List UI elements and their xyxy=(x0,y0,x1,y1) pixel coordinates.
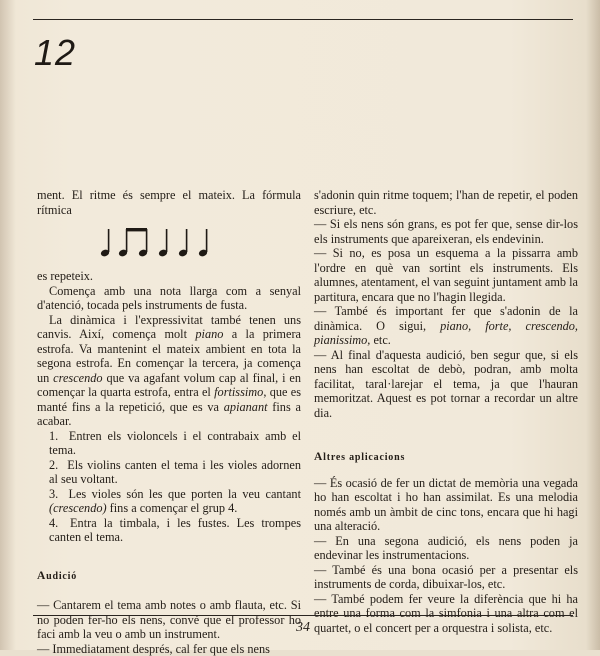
paragraph: es repeteix. xyxy=(37,269,301,284)
list-number: 3. xyxy=(49,487,63,502)
list-item xyxy=(37,458,301,487)
list-number: 2. xyxy=(49,458,63,473)
quarter-note-icon xyxy=(198,229,208,257)
paragraph xyxy=(314,304,578,348)
text-span: fins a acabar. xyxy=(37,400,301,429)
italic-term: (crescendo) xyxy=(49,501,107,515)
quarter-note-icon xyxy=(178,229,188,257)
text-span: a la primera estrofa. Va mantenint el mateix ambient en tota la segona estrofa. En començar la tercera, ja comença un xyxy=(37,327,301,385)
list-text: Entren els violoncels i el contrabaix amb el tema. xyxy=(49,429,301,458)
list-number: 4. xyxy=(49,516,63,531)
text-span: — També és important fer que s'adonin de la dinàmica. O sigui, xyxy=(314,304,578,333)
paragraph: Comença amb una nota llarga com a senyal d'atenció, tocada pels instruments de fusta. xyxy=(37,284,301,313)
quarter-note-icon xyxy=(158,229,168,257)
paragraph xyxy=(37,313,301,429)
text-span: , que es manté fins a la repetició, que es va xyxy=(37,385,301,414)
list-text: Entra la timbala, i les fustes. Les trompes canten el tema. xyxy=(49,516,301,545)
list-number: 1. xyxy=(49,429,63,444)
paragraph: — És ocasió de fer un dictat de memòria una vegada ho han escoltat i ho han assimilat. Es una melodia només amb un àmbit de cinc tons, encara que hi hagi una alteració. xyxy=(314,476,578,534)
paragraph: — Si no, es posa un esquema a la pissarra amb l'ordre en què van sortint els instruments. Els alumnes, atentament, el van seguint juntament amb la partitura, encara que no l'hagin llegida. xyxy=(314,246,578,304)
eighth-notes-icon xyxy=(118,228,148,257)
list-item xyxy=(37,429,301,458)
list-text: Les violes són les que porten la veu cantant xyxy=(68,487,301,501)
section-heading-altres: Altres aplicacions xyxy=(314,450,578,466)
text-span: etc. xyxy=(370,333,390,347)
list-text: Els violins canten el tema i les violes adornen al seu voltant. xyxy=(49,458,301,487)
section-heading-audicio: Audició xyxy=(37,569,301,585)
left-column xyxy=(37,188,301,656)
paragraph: — Immediatament després, cal fer que els nens xyxy=(37,642,301,656)
page-number: 34 xyxy=(296,620,310,636)
paragraph: — Al final d'aquesta audició, ben segur que, si els nens han escoltat de debò, podran, amb molta facilitat, taral·larejar el tema, ja que l'hauran memoritzat. Aquest es pot tornar a recordar un altre dia. xyxy=(314,348,578,421)
paragraph: ment. El ritme és sempre el mateix. La fórmula rítmica xyxy=(37,188,301,217)
rhythm-notes-figure xyxy=(99,223,219,263)
binding-shadow xyxy=(0,0,16,650)
paragraph: — També és una bona ocasió per a presentar els instruments de corda, dibuixar-los, etc. xyxy=(314,563,578,592)
right-column xyxy=(314,188,578,635)
list-item xyxy=(37,487,301,516)
italic-term: crescendo xyxy=(53,371,102,385)
italic-term: apianant xyxy=(224,400,268,414)
chapter-number: 12 xyxy=(34,32,76,74)
italic-term: piano, forte, crescendo, pianissimo, xyxy=(314,319,578,348)
bottom-rule xyxy=(33,615,573,616)
paragraph: s'adonin quin ritme toquem; l'han de repetir, el poden escriure, etc. xyxy=(314,188,578,217)
quarter-note-icon xyxy=(100,229,110,257)
paragraph: — Si els nens són grans, es pot fer que, sense dir-los els instruments que apareixeran, els endevinin. xyxy=(314,217,578,246)
italic-term: piano xyxy=(195,327,223,341)
list-text: fins a començar el grup 4. xyxy=(107,501,238,515)
italic-term: fortissimo xyxy=(214,385,263,399)
paragraph: — Cantarem el tema amb notes o amb flauta, etc. Si no poden fer-ho els nens, convé que el professor ho faci amb la veu o amb un instrument. xyxy=(37,598,301,642)
paragraph: — En una segona audició, els nens poden ja endevinar les instrumentacions. xyxy=(314,534,578,563)
top-rule xyxy=(33,19,573,20)
paragraph: — També podem fer veure la diferència que hi ha entre una forma com la simfonia i una altra com el quartet, o el concert per a orquestra i solista, etc. xyxy=(314,592,578,636)
list-item xyxy=(37,516,301,545)
page-edge xyxy=(586,0,600,650)
text-span: La dinàmica i l'expressivitat també tenen uns canvis. Així, comença molt xyxy=(37,313,301,342)
text-span: que va agafant volum cap al final, i en començar la quarta estrofa, entra el xyxy=(37,371,301,400)
